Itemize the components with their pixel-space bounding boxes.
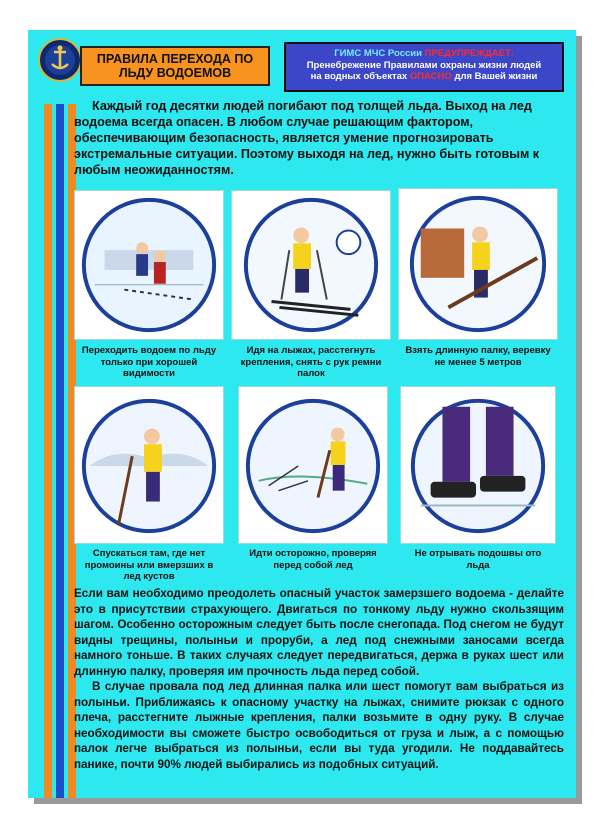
warning-org: ГИМС МЧС России — [334, 48, 422, 59]
two-people-on-ice-picture — [74, 190, 224, 340]
warning-danger: ОПАСНО — [409, 71, 452, 82]
person-checking-ice-picture — [238, 386, 388, 544]
page-title — [80, 46, 270, 86]
intro-paragraph: Каждый год десятки людей погибают под толщей льда. Выход на лед водоема всегда опасен. В любом случае решающим фактором, обеспечивающим безопасность, является умение прогнозировать экстремальные ситуации. Поэтому выходя на лед, нужно быть готовым к любым неожиданностям. — [74, 99, 540, 177]
advice-text — [74, 586, 564, 772]
warning-line1: Пренебрежение Правилами охраны жизни людей — [306, 59, 542, 71]
mchs-emblem-icon — [38, 38, 82, 82]
boots-sliding-picture — [400, 386, 556, 544]
person-descending-picture — [74, 386, 224, 544]
rule-caption-1: Переходить водоем по льду только при хорошей видимости — [81, 345, 217, 379]
warning-banner — [284, 42, 564, 92]
skier-picture — [231, 190, 391, 340]
person-with-pole-picture — [398, 188, 558, 340]
warning-verb: ПРЕДУПРЕЖДАЕТ: — [424, 48, 514, 59]
rule-caption-6: Не отрывать подошвы ото льда — [414, 548, 542, 571]
page-title-text: ПРАВИЛА ПЕРЕХОДА ПО ЛЬДУ ВОДОЕМОВ — [96, 52, 254, 80]
warning-line2a: на водных объектах — [310, 71, 408, 82]
warning-line2b: для Вашей жизни — [454, 71, 538, 82]
advice-paragraph-2: В случае провала под лед длинная палка или шест помогут вам выбраться из полыньи. Приближаясь к опасному участку на лыжах, снимите рюкзак с одного плеча, расстегните лыжные крепления, палки возьмите в одну руку. В случае необходимости вы сможете быстро освободиться от груза и лыж, а с помощью палок легче выбраться из полыньи, если вы туда угодили. Не поддавайтесь панике, почти 90% людей выбирались из подобных ситуаций. — [74, 680, 564, 771]
advice-paragraph-1: Если вам необходимо преодолеть опасный участок замерзшего водоема - делайте это в присутствии страхующего. Двигаться по тонкому льду нужно скользящим шагом. Особенно осторожным следует быть после снегопада. Под снегом не будут видны трещины, полыньи и проруби, а лед под снежными заносами всегда намного тоньше. В таких случаях следует передвигаться, держа в руках шест или длинную палку, проверяя им прочность льда перед собой. — [74, 587, 564, 678]
blue-stripe — [56, 104, 64, 798]
rule-caption-4: Спускаться там, где нет промоины или вмерзших в лед кустов — [84, 548, 214, 582]
rule-caption-5: Идти осторожно, проверяя перед собой лед — [249, 548, 377, 571]
orange-stripe-left — [44, 104, 52, 798]
poster-page — [28, 30, 576, 798]
rule-caption-2: Идя на лыжах, расстегнуть крепления, снять с рук ремни палок — [240, 345, 382, 379]
rule-caption-3: Взять длинную палку, веревку не менее 5 метров — [405, 345, 551, 368]
